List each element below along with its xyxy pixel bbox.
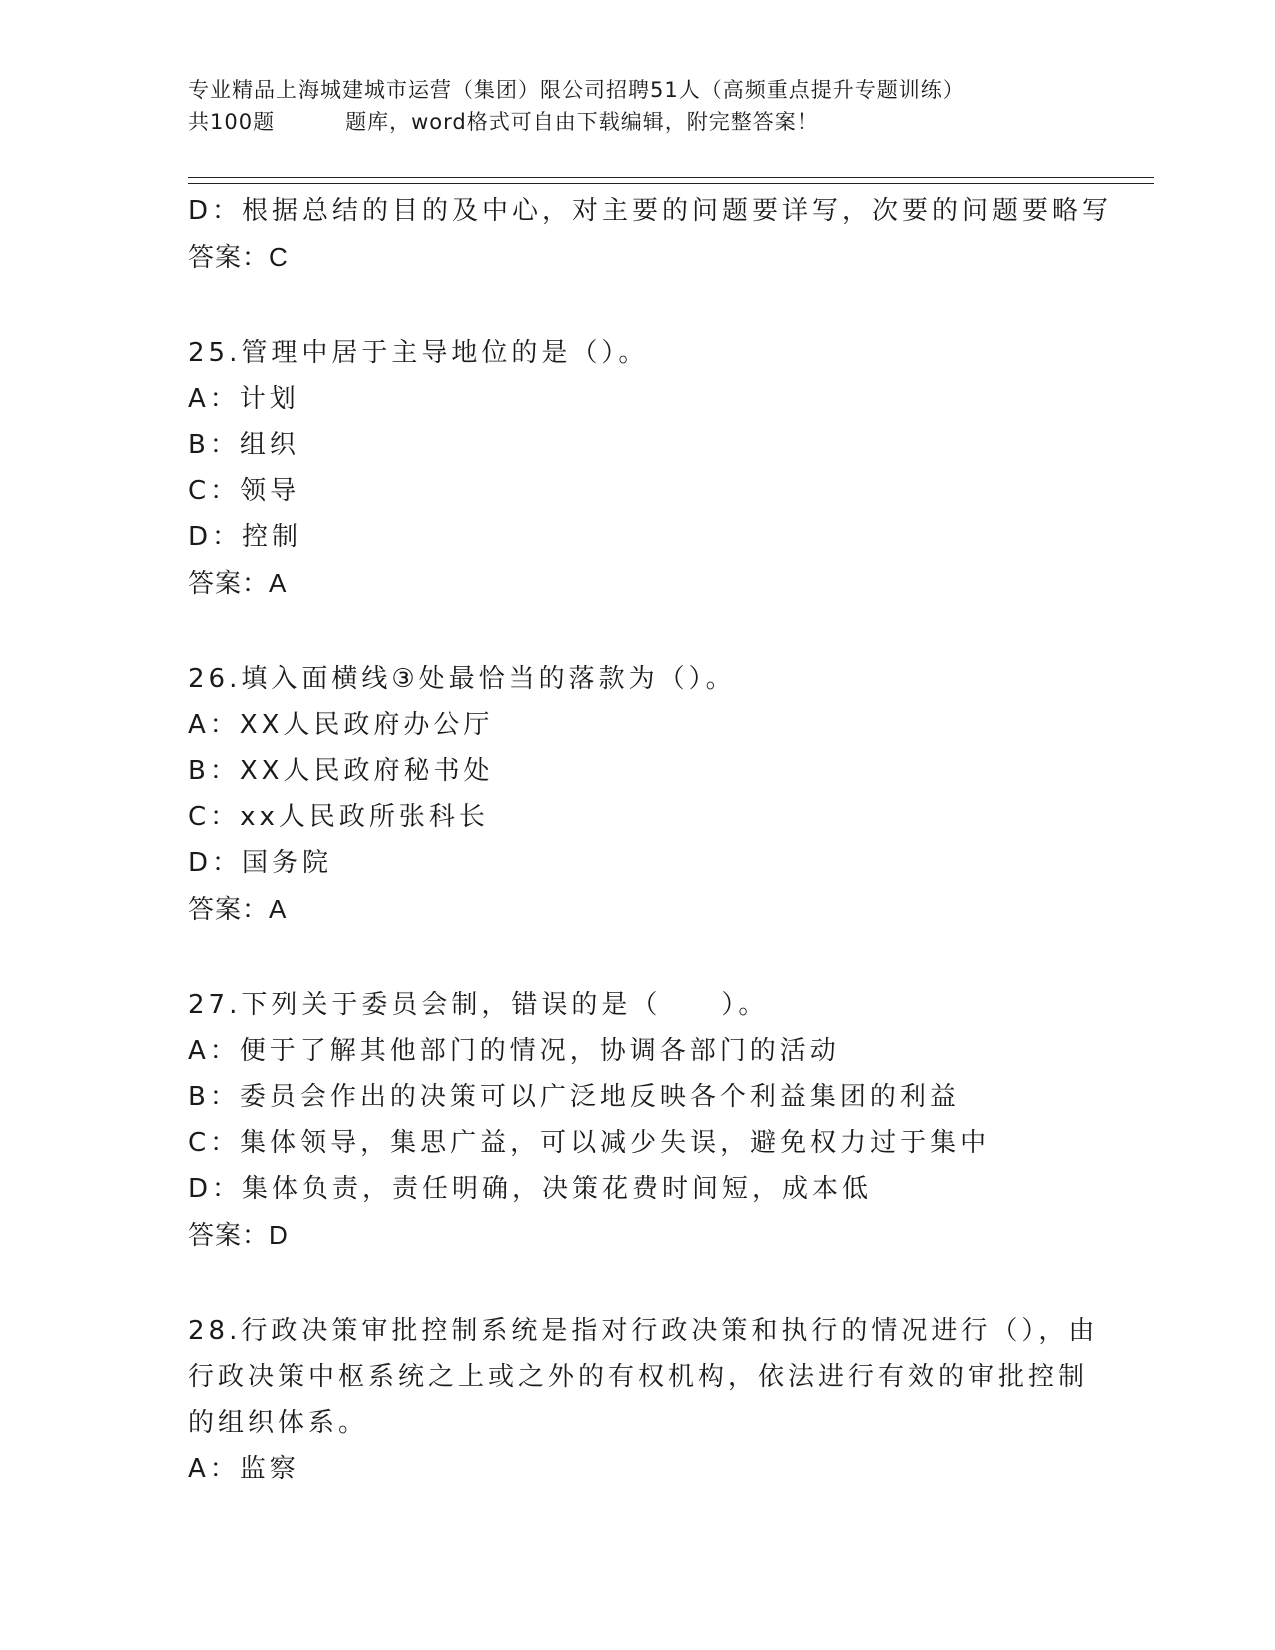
question-25-answer: 答案：A (188, 568, 288, 598)
header-description: 题库，word格式可自由下载编辑，附完整答案！ (345, 110, 819, 134)
header-title-line2 (188, 106, 1088, 138)
header-divider-top (188, 177, 1154, 178)
question-25-option-b: B：组织 (188, 430, 300, 460)
question-28-text-line1: 28.行政决策审批控制系统是指对行政决策和执行的情况进行（），由 (188, 1316, 1099, 1346)
spacer (188, 932, 1088, 982)
document-header (188, 74, 1088, 138)
header-divider-bottom (188, 183, 1154, 184)
question-27-option-b: B：委员会作出的决策可以广泛地反映各个利益集团的利益 (188, 1082, 960, 1112)
question-25-text: 25.管理中居于主导地位的是（）。 (188, 338, 649, 368)
question-26-option-b: B：XX人民政府秘书处 (188, 756, 494, 786)
carryover-answer: 答案：C (188, 242, 289, 272)
question-27-option-c: C：集体领导，集思广益，可以减少失误，避免权力过于集中 (188, 1128, 991, 1158)
question-27-answer: 答案：D (188, 1220, 289, 1250)
question-27-option-a: A：便于了解其他部门的情况，协调各部门的活动 (188, 1036, 840, 1066)
question-content (188, 188, 1113, 1492)
question-28-text-line2: 行政决策中枢系统之上或之外的有权机构，依法进行有效的审批控制 (188, 1362, 1089, 1392)
question-27-option-d: D：集体负责，责任明确，决策花费时间短，成本低 (188, 1174, 873, 1204)
spacer (188, 1258, 1088, 1308)
question-28-option-a: A：监察 (188, 1454, 300, 1484)
spacer (188, 280, 1088, 330)
question-26-answer: 答案：A (188, 894, 288, 924)
question-26-option-a: A：XX人民政府办公厅 (188, 710, 494, 740)
question-26-option-d: D：国务院 (188, 848, 333, 878)
question-27-text: 27.下列关于委员会制，错误的是（ ）。 (188, 990, 769, 1020)
question-26-text: 26.填入面横线③处最恰当的落款为（）。 (188, 664, 736, 694)
spacer (188, 606, 1088, 656)
question-26-option-c: C：xx人民政所张科长 (188, 802, 489, 832)
question-28-text-line3: 的组织体系。 (188, 1408, 369, 1438)
question-25-option-c: C：领导 (188, 476, 301, 506)
carryover-option-d: D：根据总结的目的及中心，对主要的问题要详写，次要的问题要略写 (188, 196, 1113, 226)
question-25-option-d: D：控制 (188, 522, 303, 552)
header-count: 共100题 (188, 110, 276, 134)
header-title-line1: 专业精品上海城建城市运营（集团）限公司招聘51人（高频重点提升专题训练） (188, 78, 965, 102)
question-25-option-a: A：计划 (188, 384, 300, 414)
